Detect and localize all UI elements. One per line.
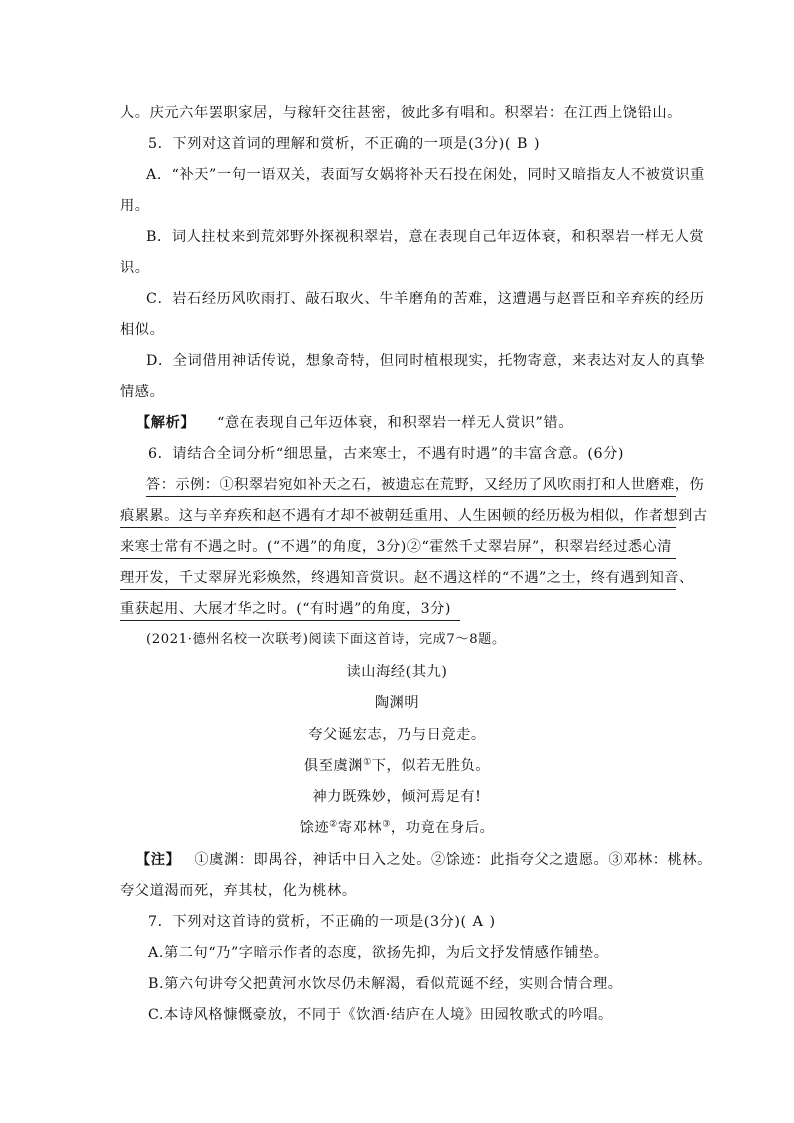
- footnote-marker: ①: [363, 757, 372, 768]
- poem-line-4: [0, 818, 794, 838]
- footnote-marker: ③: [382, 819, 391, 830]
- close-paren: ): [534, 136, 541, 152]
- question-6-stem: 6．请结合全词分析“细思量，古来寒士，不遇有时遇”的丰富含意。(6分): [148, 446, 625, 462]
- footnote-marker: ②: [329, 819, 338, 830]
- answer-line-2: 痕累累。这与辛弃疾和赵不遇有才却不被朝廷重用、人生困顿的经历极为相似，作者想到古: [120, 506, 676, 528]
- poem-author: 陶渊明: [374, 695, 420, 711]
- poem-line-1: 夸父诞宏志，乃与日竞走。: [308, 727, 486, 743]
- answer-line-1: 答：示例：①积翠岩宛如补天之石，被遗忘在荒野，又经历了风吹雨打和人世磨难，伤: [146, 475, 676, 497]
- analysis-tag: 【解析】: [136, 415, 196, 431]
- option-a-line-1: A．“补天”一句一语双关，表面写女娲将补天石投在闲处，同时又暗指友人不被赏识重: [146, 167, 705, 183]
- poem-text: 馀迹: [299, 820, 330, 836]
- option-c-line-1: C．岩石经历风吹雨打、敲石取火、牛羊磨角的苦难，这遭遇与赵晋臣和辛弃疾的经历: [146, 291, 705, 307]
- poem-title: 读山海经(其九): [346, 664, 448, 680]
- question-5-stem: [148, 134, 540, 154]
- analysis-text: “意在表现自己年迈体衰，和积翠岩一样无人赏识”错。: [217, 415, 573, 431]
- text-line: 人。庆元六年罢职家居，与稼轩交往甚密，彼此多有唱和。积翠岩：在江西上饶铅山。: [120, 105, 682, 121]
- answer-choice: B: [517, 136, 529, 152]
- poem-text: 寄邓林: [337, 820, 383, 836]
- option-a: A.第二句“乃”字暗示作者的态度，欲扬先抑，为后文抒发情感作铺垫。: [148, 945, 609, 961]
- poem-text: 俱至虞渊: [303, 758, 364, 774]
- poem-line-2: [0, 756, 794, 776]
- reading-intro: (2021·德州名校一次联考)阅读下面这首诗，完成7～8题。: [146, 632, 506, 647]
- option-b-line-1: B．词人拄杖来到荒郊野外探视积翠岩，意在表现自己年迈体衰，和积翠岩一样无人赏: [146, 229, 705, 245]
- poem-text: 下，似若无胜负。: [371, 758, 491, 774]
- poem-line-3: 神力既殊妙，倾河焉足有!: [312, 789, 482, 805]
- option-d-line-2: 情感。: [120, 384, 165, 400]
- question-text: 7．下列对这首诗的赏析，不正确的一项是(3分)(: [148, 914, 467, 930]
- option-b-line-2: 识。: [120, 260, 150, 276]
- question-text: 5．下列对这首词的理解和赏析，不正确的一项是(3分)(: [148, 136, 511, 152]
- note-line-1: [136, 850, 712, 870]
- poem-text: ，功竟在身后。: [390, 820, 495, 836]
- option-a-line-2: 用。: [120, 198, 150, 214]
- option-c-line-2: 相似。: [120, 322, 165, 338]
- option-c: C.本诗风格慷慨豪放，不同于《饮酒·结庐在人境》田园牧歌式的吟唱。: [148, 1007, 613, 1023]
- answer-line-4: 理开发，千丈翠屏光彩焕然，终遇知音赏识。赵不遇这样的“不遇”之士，终有遇到知音、: [120, 568, 676, 590]
- analysis-line: [136, 413, 573, 433]
- option-b: B.第六句讲夸父把黄河水饮尽仍未解渴，看似荒诞不经，实则合情合理。: [148, 976, 623, 992]
- answer-line-3: 来寒士常有不遇之时。(“不遇”的角度，3分)②“霍然千丈翠岩屏”，积翠岩经过悉心清: [120, 537, 676, 559]
- answer-choice: A: [472, 914, 484, 930]
- note-line-2: 夸父道渴而死，弃其杖，化为桃林。: [120, 883, 357, 899]
- close-paren: ): [489, 914, 496, 930]
- note-text: ①虞渊：即禺谷，神话中日入之处。②馀迹：此指夸父之遗愿。③邓林：桃林。: [194, 852, 712, 868]
- note-tag: 【注】: [136, 852, 181, 868]
- option-d-line-1: D．全词借用神话传说，想象奇特，但同时植根现实，托物寄意，来表达对友人的真挚: [146, 353, 706, 369]
- answer-line-5: 重获起用、大展才华之时。(“有时遇”的角度，3分): [120, 599, 460, 621]
- question-7-stem: [148, 912, 496, 932]
